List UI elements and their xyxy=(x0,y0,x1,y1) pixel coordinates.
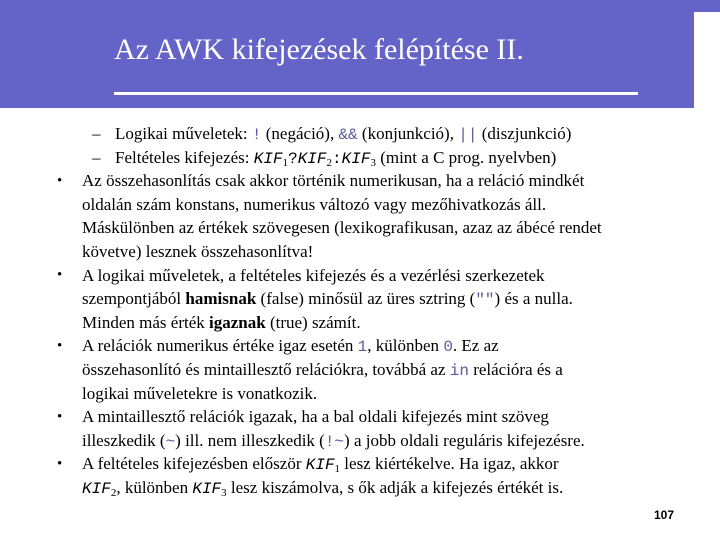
text-segment: (konjunkció), xyxy=(357,124,459,143)
code-empty-string: "" xyxy=(475,291,495,310)
code-zero: 0 xyxy=(443,338,453,357)
bullet-symbol: • xyxy=(57,456,63,473)
bullet-symbol: • xyxy=(57,338,63,355)
text-segment: Logikai műveletek: xyxy=(115,124,252,143)
bullet-2-line: A logikai műveletek, a feltételes kifejezés és a vezérlési szerkezetek xyxy=(82,265,545,285)
text-segment: relációra és a xyxy=(468,360,563,379)
bullet-4-line xyxy=(82,429,585,455)
sub-item-logical-ops xyxy=(115,122,571,148)
subscript: 2 xyxy=(326,156,333,169)
kif-2: KIF xyxy=(82,480,111,498)
code-nomatch: !~ xyxy=(324,432,345,451)
kif-1: KIF xyxy=(253,149,283,168)
text-segment: összehasonlító és mintaillesztő relációkra, továbbá az xyxy=(82,360,450,379)
bullet-3-line xyxy=(82,358,563,384)
bullet-1-line: oldalán szám konstans, numerikus változó vagy mezőhivatkozás áll. xyxy=(82,194,547,214)
text-segment: szempontjából xyxy=(82,289,186,309)
bullet-1-line: követve) lesznek összehasonlítva! xyxy=(82,242,314,261)
code-and: && xyxy=(338,126,358,144)
bullet-symbol: • xyxy=(57,173,63,189)
bullet-4-line: A mintaillesztő relációk igazak, ha a bal oldali kifejezés mint szöveg xyxy=(82,407,549,427)
bullet-1-line: Az összehasonlítás csak akkor történik numerikusan, ha a reláció mindkét xyxy=(82,171,585,191)
kif-3: KIF xyxy=(341,149,371,168)
bullet-2-line xyxy=(82,287,573,313)
text-segment: ) a jobb oldali reguláris kifejezésre. xyxy=(344,430,585,450)
slide-title: Az AWK kifejezések felépítése II. xyxy=(114,33,524,66)
page-number: 107 xyxy=(654,508,675,522)
subscript: 3 xyxy=(221,487,227,499)
text-segment: (false) minősül az üres sztring ( xyxy=(256,289,476,309)
code-or: || xyxy=(458,126,478,144)
code-in: in xyxy=(449,362,469,380)
text-segment: illeszkedik ( xyxy=(82,430,166,450)
text-segment: lesz kiértékelve. Ha igaz, akkor xyxy=(340,454,559,474)
text-segment: Minden más érték xyxy=(82,312,209,332)
bullet-symbol: • xyxy=(57,267,63,284)
text-segment: Feltételes kifejezés: xyxy=(115,147,254,167)
kif-2: KIF xyxy=(297,149,327,168)
sub-item-dash: – xyxy=(92,124,101,143)
text-segment: lesz kiszámolva, s ők adják a kifejezés értékét is. xyxy=(226,478,564,497)
bullet-1-line: Máskülönben az értékek szövegesen (lexikografikusan, azaz az ábécé rendet xyxy=(82,218,602,238)
code-question: ? xyxy=(288,149,298,168)
bullet-2-line xyxy=(82,311,361,335)
bold-term-true: igaznak xyxy=(209,312,266,332)
kif-1: KIF xyxy=(305,456,335,475)
subscript: 1 xyxy=(334,463,341,476)
text-segment: ) és a nulla. xyxy=(494,289,573,309)
text-segment: (negáció), xyxy=(261,124,339,143)
bold-term-false: hamisnak xyxy=(185,289,257,309)
subscript: 1 xyxy=(282,156,289,169)
code-colon: : xyxy=(332,149,342,168)
bullet-3-line xyxy=(82,334,499,360)
bullet-3-line: logikai műveletekre is vonatkozik. xyxy=(82,383,318,403)
bullet-5-line xyxy=(82,476,563,506)
title-band xyxy=(0,0,694,108)
text-segment: , különben xyxy=(116,478,193,497)
text-segment: A feltételes kifejezésben először xyxy=(82,454,306,474)
text-segment: (diszjunkció) xyxy=(477,124,572,143)
text-segment: . Ez az xyxy=(452,336,499,356)
text-segment: (mint a C prog. nyelvben) xyxy=(375,147,557,167)
sub-item-dash: – xyxy=(92,147,101,167)
kif-3: KIF xyxy=(192,480,222,498)
title-underline xyxy=(114,92,638,95)
text-segment: (true) számít. xyxy=(265,312,361,332)
code-match: ~ xyxy=(165,432,176,451)
subscript: 3 xyxy=(370,156,376,169)
code-not: ! xyxy=(251,126,262,144)
subscript: 2 xyxy=(110,487,117,499)
text-segment: , különben xyxy=(367,336,444,356)
text-segment: A relációk numerikus értéke igaz esetén xyxy=(82,336,358,356)
text-segment: ) ill. nem illeszkedik ( xyxy=(175,430,325,450)
code-one: 1 xyxy=(357,338,368,357)
corner-decoration xyxy=(694,0,720,12)
bullet-symbol: • xyxy=(57,409,63,425)
